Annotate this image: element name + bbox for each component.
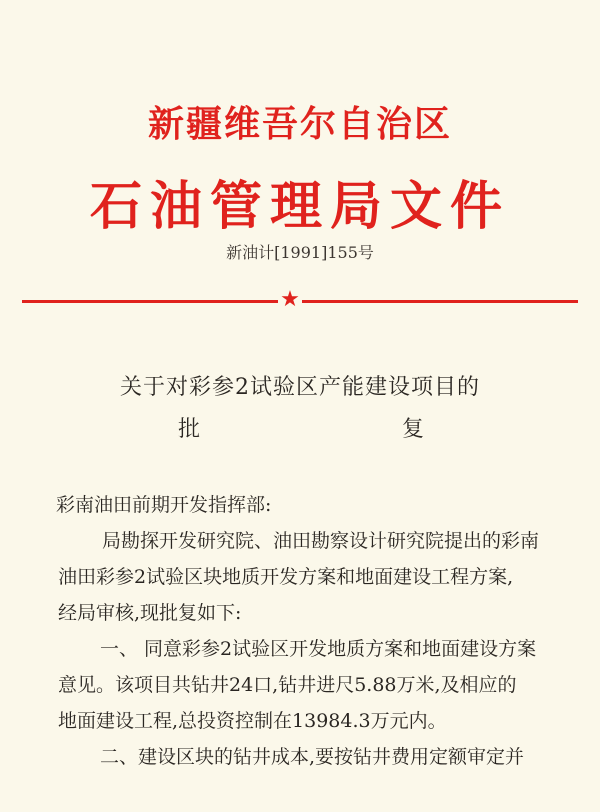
star-icon: ★ (280, 287, 300, 312)
paragraph-line: 一、 同意彩参2试验区开发地质方案和地面建设方案 (100, 638, 537, 660)
paragraph-line: 意见。该项目共钻井24口,钻井进尺5.88万米,及相应的 (58, 674, 517, 696)
paragraph-line: 局勘探开发研究院、油田勘察设计研究院提出的彩南 (102, 530, 540, 552)
document-number: 新油计[1991]155号 (226, 243, 374, 262)
divider-rule-right (302, 300, 578, 303)
divider-rule-left (22, 300, 278, 303)
issuer-region: 新疆维吾尔自治区 (147, 103, 452, 145)
document-subject: 关于对彩参2试验区产能建设项目的 (120, 375, 480, 400)
document-type-char-1: 批 (178, 417, 201, 442)
addressee: 彩南油田前期开发指挥部: (56, 494, 272, 516)
document-type-char-2: 复 (402, 417, 425, 442)
paragraph-line: 油田彩参2试验区块地质开发方案和地面建设工程方案, (58, 566, 514, 588)
red-divider (22, 287, 578, 312)
issuer-title: 石油管理局文件 (89, 176, 510, 237)
paragraph-line: 二、建设区块的钻井成本,要按钻井费用定额审定并 (100, 746, 525, 768)
paragraph-line: 地面建设工程,总投资控制在13984.3万元内。 (58, 710, 447, 732)
paragraph-line: 经局审核,现批复如下: (58, 602, 242, 624)
